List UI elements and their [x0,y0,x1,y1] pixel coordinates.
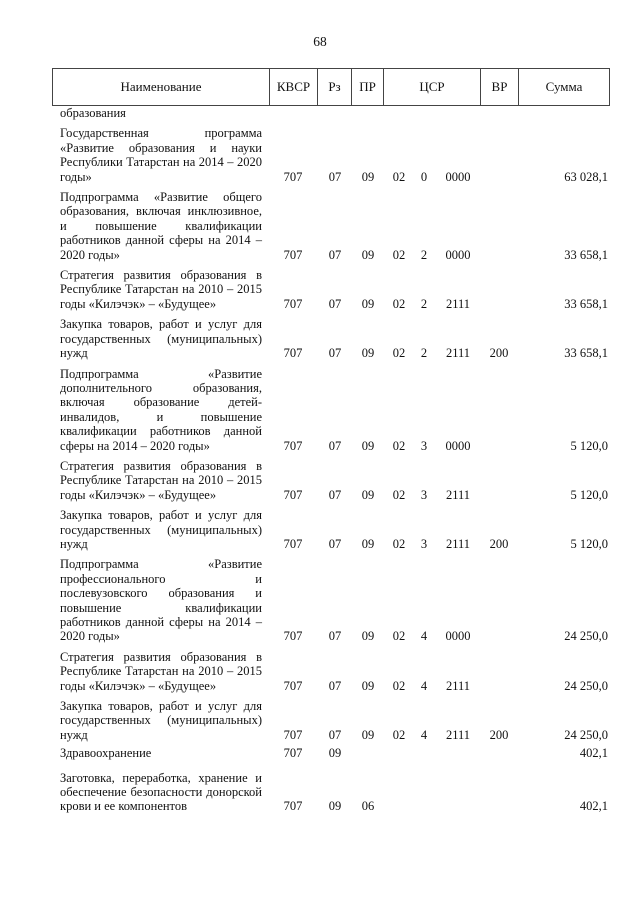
table-row [52,746,610,760]
row-vr: 200 [489,536,509,551]
row-pr: 09 [361,678,375,693]
row-rz: 07 [328,727,342,742]
row-name: Государственная программа «Развитие образования и науки Республики Татарстан на 2014 – 2020 годы» [60,126,262,184]
row-rz: 07 [328,169,342,184]
row-name: Здравоохранение [60,746,152,761]
header-sum: Сумма [545,79,583,94]
row-pr: 09 [361,629,375,644]
row-csr-direction: 0000 [445,438,471,453]
row-kvsr: 707 [283,346,303,361]
row-kvsr: 707 [283,799,303,814]
row-csr-program: 02 [392,438,406,453]
row-name: Стратегия развития образования в Республике Татарстан на 2010 – 2015 годы «Килэчэк» – «Будущее» [60,458,262,502]
row-name: Подпрограмма «Развитие профессионального и послевузовского образования и повышение квалификации работников данной сферы на 2014 – 2020 годы» [60,557,262,644]
row-csr-direction: 2111 [445,678,471,693]
row-csr-program: 02 [392,346,406,361]
row-csr-subprogram: 2 [420,247,428,262]
row-sum: 24 250,0 [564,727,608,742]
row-kvsr: 707 [283,487,303,502]
row-name: Стратегия развития образования в Республике Татарстан на 2010 – 2015 годы «Килэчэк» – «Будущее» [60,649,262,693]
row-csr-direction: 2111 [445,727,471,742]
row-rz: 09 [328,799,342,814]
row-name: Подпрограмма «Развитие общего образования, включая инклюзивное, и повышение квалификации работников данной сферы на 2014 – 2020 годы» [60,190,262,262]
row-sum: 402,1 [579,799,608,814]
page-number: 68 [313,34,327,49]
row-csr-direction: 0000 [445,169,471,184]
table-row [52,268,610,311]
row-rz: 07 [328,346,342,361]
row-csr-subprogram: 2 [420,296,428,311]
table-row [52,459,610,502]
row-pr: 09 [361,727,375,742]
row-csr-subprogram: 3 [420,438,428,453]
row-csr-subprogram: 3 [420,536,428,551]
row-rz: 07 [328,487,342,502]
table-row [52,650,610,693]
row-rz: 07 [328,438,342,453]
header-vr: ВР [481,69,519,105]
row-pr: 09 [361,438,375,453]
row-rz: 07 [328,678,342,693]
row-csr-direction: 0000 [445,629,471,644]
table-row [52,317,610,360]
row-sum: 5 120,0 [570,536,608,551]
row-csr-program: 02 [392,296,406,311]
row-csr-subprogram: 2 [420,346,428,361]
header-rz: Рз [318,69,352,105]
row-csr-direction: 2111 [445,487,471,502]
row-csr-subprogram: 4 [420,629,428,644]
row-name: образования [60,106,126,120]
row-csr-subprogram: 4 [420,678,428,693]
row-sum: 402,1 [579,746,608,761]
row-kvsr: 707 [283,536,303,551]
table-row [52,126,610,184]
row-sum: 33 658,1 [564,247,608,262]
row-csr-program: 02 [392,536,406,551]
row-pr: 06 [361,799,375,814]
row-name: Стратегия развития образования в Республике Татарстан на 2010 – 2015 годы «Килэчэк» – «Будущее» [60,268,262,311]
row-csr-program: 02 [392,169,406,184]
row-kvsr: 707 [283,678,303,693]
header-pr: ПР [352,69,384,105]
row-csr-subprogram: 0 [420,169,428,184]
row-kvsr: 707 [283,438,303,453]
row-pr: 09 [361,247,375,262]
row-sum: 5 120,0 [570,438,608,453]
row-vr: 200 [489,727,509,742]
row-csr-program: 02 [392,247,406,262]
header-name: Наименование [53,69,270,105]
row-pr: 09 [361,536,375,551]
row-sum: 24 250,0 [564,629,608,644]
row-csr-subprogram: 4 [420,727,428,742]
table-row [52,699,610,742]
row-sum: 33 658,1 [564,296,608,311]
row-sum: 24 250,0 [564,678,608,693]
row-rz: 07 [328,536,342,551]
row-kvsr: 707 [283,629,303,644]
row-csr-direction: 0000 [445,247,471,262]
row-kvsr: 707 [283,169,303,184]
row-name: Заготовка, переработка, хранение и обеспечение безопасности донорской крови и ее компонентов [60,770,262,814]
row-csr-program: 02 [392,487,406,502]
row-sum: 5 120,0 [570,487,608,502]
row-kvsr: 707 [283,296,303,311]
row-csr-program: 02 [392,678,406,693]
row-csr-direction: 2111 [445,536,471,551]
header-kvsr: КВСР [270,69,318,105]
row-csr-direction: 2111 [445,296,471,311]
row-csr-direction: 2111 [445,346,471,361]
table-row [52,106,610,120]
row-name: Закупка товаров, работ и услуг для государственных (муниципальных) нужд [60,508,262,551]
row-pr: 09 [361,487,375,502]
row-csr-program: 02 [392,629,406,644]
row-name: Подпрограмма «Развитие дополнительного образования, включая образование детей-инвалидов, и повышение квалификации работников данной сферы на 2014 – 2020 годы» [60,366,262,453]
header-csr: ЦСР [384,69,481,105]
table-header [52,68,610,106]
row-vr: 200 [489,346,509,361]
row-rz: 07 [328,629,342,644]
table-row [52,367,610,453]
table-row [52,508,610,551]
row-rz: 07 [328,247,342,262]
row-csr-subprogram: 3 [420,487,428,502]
row-rz: 09 [328,746,342,761]
table-row [52,771,610,814]
row-kvsr: 707 [283,247,303,262]
row-name: Закупка товаров, работ и услуг для государственных (муниципальных) нужд [60,317,262,361]
row-pr: 09 [361,296,375,311]
table-row [52,557,610,643]
row-pr: 09 [361,346,375,361]
row-kvsr: 707 [283,727,303,742]
row-csr-program: 02 [392,727,406,742]
table-body [52,106,610,814]
row-pr: 09 [361,169,375,184]
table-row [52,190,610,262]
row-sum: 33 658,1 [564,346,608,361]
row-sum: 63 028,1 [564,169,608,184]
row-rz: 07 [328,296,342,311]
row-name: Закупка товаров, работ и услуг для государственных (муниципальных) нужд [60,699,262,742]
row-kvsr: 707 [283,746,303,761]
